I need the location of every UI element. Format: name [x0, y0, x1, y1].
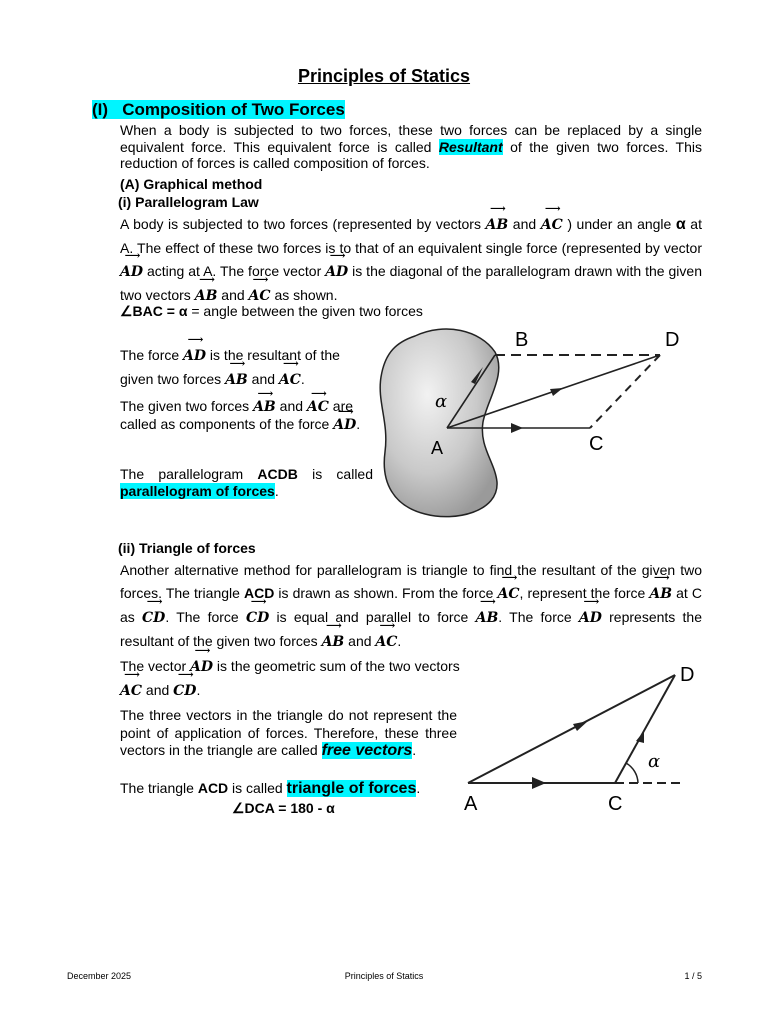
- resultant-term: Resultant: [438, 138, 503, 155]
- side-dc-dashed: [590, 355, 660, 428]
- resultant-note: The force ⟶ AD is the resultant of the given two forces ⟶ AB and ⟶ AC.: [120, 344, 375, 392]
- section-number: (I): [92, 100, 109, 119]
- vector-ac: ⟶ AC: [541, 214, 563, 237]
- footer-page-number: 1 / 5: [684, 971, 702, 981]
- free-vectors-term: free vectors: [321, 742, 413, 759]
- label-d: D: [665, 329, 680, 351]
- label-b: B: [515, 329, 529, 351]
- section-heading: [92, 100, 345, 120]
- label-a: A: [431, 438, 444, 458]
- angle-bac-line: ∠BAC = α = angle between the given two forces: [120, 303, 423, 319]
- components-note: The given two forces ⟶ AB and ⟶ AC are called as components of the force ⟶ AD.: [120, 398, 375, 434]
- section-title: Composition of Two Forces: [122, 100, 345, 119]
- label-d: D: [680, 664, 695, 686]
- arrow-ac: [532, 777, 546, 789]
- method-heading: (A) Graphical method: [120, 176, 263, 192]
- page-title: Principles of Statics: [297, 66, 471, 86]
- label-a: A: [464, 793, 478, 815]
- geometric-sum-note: The vector ⟶ AD is the geometric sum of the two vectors ⟶ AC and ⟶ CD.: [120, 655, 460, 703]
- parallelogram-heading: (i) Parallelogram Law: [118, 194, 259, 210]
- triangle-paragraph: Another alternative method for parallelogram is triangle to find the resultant of the given two forces. The triangle ACD is drawn as shown. From the force ⟶ AC, represent the force ⟶ AB at C as ⟶ CD. The force ⟶ CD is equal and parallel to force ⟶ AB. The force ⟶ AD represents the resultant of the given two forces ⟶ AB and ⟶ AC.: [120, 559, 702, 654]
- vector-cd: ⟶ CD: [142, 607, 165, 630]
- arrow-ac: [511, 423, 523, 433]
- triangle-of-forces-note: The triangle ACD is called triangle of forces.: [120, 780, 421, 797]
- vector-ad: ⟶ AD: [120, 261, 143, 284]
- parallelogram-of-forces-term: parallelogram of forces: [120, 483, 275, 499]
- label-alpha: α: [435, 391, 448, 412]
- arrow-ad: [550, 388, 563, 396]
- free-vectors-note: The three vectors in the triangle do not represent the point of application of forces. Therefore, these three vectors in the triangle are called free vectors.: [120, 707, 457, 759]
- arrow-ad: [573, 721, 588, 731]
- intro-paragraph: When a body is subjected to two forces, these two forces can be replaced by a single equivalent force. This equivalent force is called Resultant of the given two forces. This reduction of forces is called composition of forces.: [120, 122, 702, 171]
- label-alpha: α: [648, 751, 661, 772]
- label-c: C: [589, 433, 604, 455]
- footer-date: December 2025: [67, 971, 132, 981]
- parallelogram-of-forces-note: The parallelogram ACDB is called parallelogram of forces.: [120, 466, 373, 499]
- vector-ab: ⟶ AB: [486, 214, 509, 237]
- angle-dca-line: ∠DCA = 180 - α: [232, 800, 335, 816]
- parallelogram-paragraph: A body is subjected to two forces (represented by vectors ⟶ AB and ⟶ AC ) under an angle α at A. The effect of these two forces is to that of an equivalent single force (represented by vector ⟶ AD acting at A. The force vector ⟶ AD is the diagonal of the parallelogram drawn with the given two vectors ⟶ AB and ⟶ AC as shown.: [120, 213, 702, 308]
- parallelogram-diagram: [375, 322, 695, 522]
- triangle-diagram: [460, 655, 700, 820]
- label-c: C: [608, 793, 623, 815]
- rigid-body-shape: [380, 329, 499, 517]
- triangle-of-forces-term: triangle of forces: [286, 780, 417, 797]
- triangle-heading: (ii) Triangle of forces: [118, 540, 256, 556]
- arrow-cd: [636, 731, 644, 743]
- footer-title: Principles of Statics: [344, 971, 424, 981]
- angle-arc: [626, 763, 638, 783]
